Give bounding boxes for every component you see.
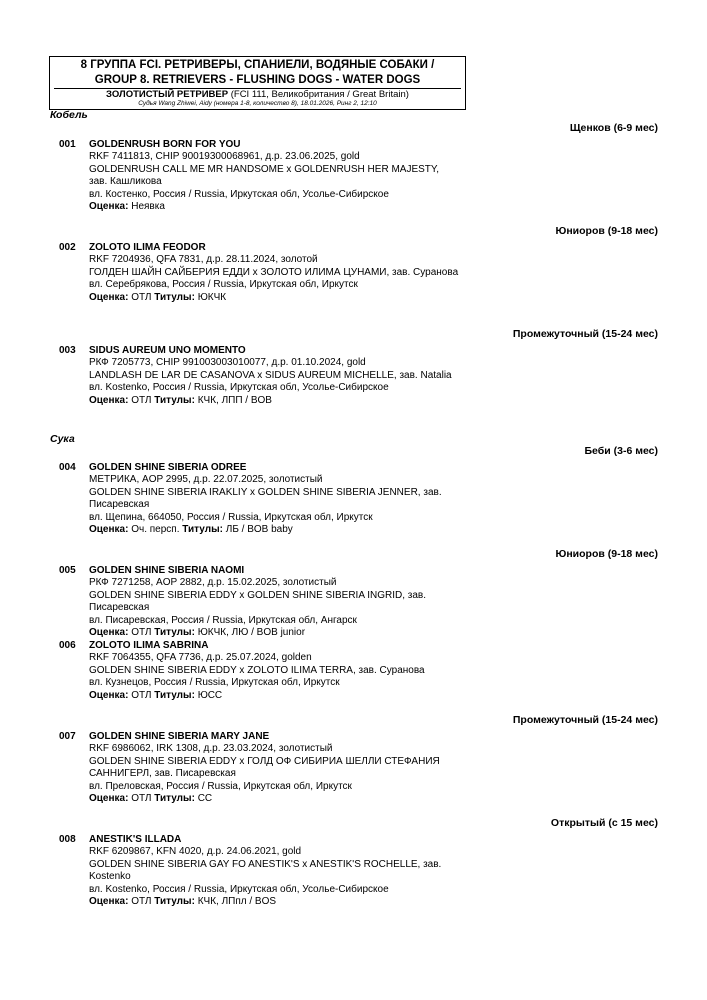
entry-number: 005 — [59, 565, 76, 576]
registration-line: RKF 6986062, IRK 1308, д.р. 23.03.2024, золотистый — [89, 743, 333, 755]
group-title-ru: 8 ГРУППА FCI. РЕТРИВЕРЫ, СПАНИЕЛИ, ВОДЯНЫЕ СОБАКИ / — [80, 59, 435, 71]
pedigree-line: GOLDEN SHINE SIBERIA EDDY x ГОЛД ОФ СИБИРИА ШЕЛЛИ СТЕФАНИЯ САННИГЕРЛ, зав. Писаревская — [89, 755, 440, 780]
dog-name: GOLDEN SHINE SIBERIA MARY JANE — [89, 731, 270, 742]
owner-line: вл. Кузнецов, Россия / Russia, Иркутская обл, Иркутск — [89, 677, 340, 689]
dog-name: GOLDEN SHINE SIBERIA NAOMI — [89, 565, 245, 576]
grade-value: Неявка — [131, 201, 165, 213]
titles-label: Титулы: — [154, 291, 195, 303]
titles-label: Титулы: — [182, 524, 223, 536]
entry-number: 004 — [59, 462, 76, 473]
class-heading: Беби (3-6 мес) — [584, 445, 658, 457]
owner-line: вл. Костенко, Россия / Russia, Иркутская обл, Усолье-Сибирское — [89, 188, 389, 200]
section-male: Кобель — [50, 109, 88, 121]
grade-value: ОТЛ — [131, 291, 152, 303]
grade-label: Оценка: — [89, 291, 129, 303]
pedigree-line: GOLDEN SHINE SIBERIA EDDY x GOLDEN SHINE SIBERIA INGRID, зав. Писаревская — [89, 589, 427, 614]
class-heading: Промежуточный (15-24 мес) — [512, 328, 658, 340]
grade-label: Оценка: — [89, 896, 129, 908]
section-female: Сука — [50, 433, 75, 445]
grade-label: Оценка: — [89, 394, 129, 406]
grade-label: Оценка: — [89, 524, 129, 536]
titles-label: Титулы: — [154, 793, 195, 805]
group-title-en: GROUP 8. RETRIEVERS - FLUSHING DOGS - WATER DOGS — [94, 74, 421, 86]
result-line — [89, 292, 459, 304]
result-line — [89, 395, 459, 407]
owner-line: вл. Kostenko, Россия / Russia, Иркутская обл, Усолье-Сибирское — [89, 382, 389, 394]
titles-label: Титулы: — [154, 896, 195, 908]
grade-label: Оценка: — [89, 793, 129, 805]
entry — [59, 242, 459, 304]
owner-line: вл. Писаревская, Россия / Russia, Иркутская обл, Ангарск — [89, 614, 357, 626]
owner-line: вл. Серебрякова, Россия / Russia, Иркутская обл, Иркутск — [89, 279, 358, 291]
class-heading: Щенков (6-9 мес) — [569, 122, 658, 134]
entry-number: 001 — [59, 139, 76, 150]
dog-name: ZOLOTO ILIMA SABRINA — [89, 640, 209, 651]
titles-value: КЧК, ЛПпл / BOS — [197, 896, 277, 908]
result-line — [89, 627, 459, 639]
entry — [59, 139, 459, 213]
entry-number: 003 — [59, 345, 76, 356]
titles-value: ЮКЧК — [197, 291, 227, 303]
owner-line: вл. Щепина, 664050, Россия / Russia, Иркутская обл, Иркутск — [89, 511, 373, 523]
titles-value: КЧК, ЛПП / BOB — [197, 394, 272, 406]
class-heading: Открытый (с 15 мес) — [550, 817, 658, 829]
dog-name: ANESTIK'S ILLADA — [89, 834, 182, 845]
pedigree-line: GOLDEN SHINE SIBERIA EDDY x ZOLOTO ILIMA TERRA, зав. Суранова — [89, 664, 425, 676]
registration-line: RKF 7204936, QFA 7831, д.р. 28.11.2024, золотой — [89, 254, 318, 266]
entry — [59, 565, 459, 639]
grade-value: ОТЛ — [131, 627, 152, 639]
breed-info: (FCI 111, Великобритания / Great Britain) — [230, 89, 409, 100]
registration-line: РКФ 7271258, AOP 2882, д.р. 15.02.2025, золотистый — [89, 577, 337, 589]
pedigree-line: ГОЛДЕН ШАЙН САЙБЕРИЯ ЕДДИ x ЗОЛОТО ИЛИМА ЦУНАМИ, зав. Суранова — [89, 266, 459, 278]
result-line — [89, 690, 459, 702]
grade-label: Оценка: — [89, 201, 129, 213]
titles-label: Титулы: — [154, 627, 195, 639]
entry — [59, 462, 459, 536]
registration-line: RKF 7411813, CHIP 90019300068961, д.р. 23.06.2025, gold — [89, 151, 360, 163]
entry-number: 002 — [59, 242, 76, 253]
result-line — [89, 201, 459, 213]
breed-line — [54, 89, 461, 100]
registration-line: МЕТРИКА, AOP 2995, д.р. 22.07.2025, золотистый — [89, 474, 323, 486]
titles-label: Титулы: — [154, 394, 195, 406]
registration-line: РКФ 7205773, CHIP 991003003010077, д.р. 01.10.2024, gold — [89, 357, 366, 369]
grade-label: Оценка: — [89, 627, 129, 639]
dog-name: GOLDENRUSH BORN FOR YOU — [89, 139, 241, 150]
titles-value: ЮКЧК, ЛЮ / BOB junior — [197, 627, 306, 639]
entry-number: 007 — [59, 731, 76, 742]
dog-name: GOLDEN SHINE SIBERIA ODREE — [89, 462, 247, 473]
entry — [59, 640, 459, 702]
owner-line: вл. Преловская, Россия / Russia, Иркутская обл, Иркутск — [89, 780, 352, 792]
judge-line: Судья Wang Zhiwei, Aidy (номера 1-8, количество 8), 18.01.2026, Ринг 2, 12:10 — [138, 100, 377, 107]
grade-value: ОТЛ — [131, 896, 152, 908]
registration-line: RKF 7064355, QFA 7736, д.р. 25.07.2024, golden — [89, 652, 312, 664]
result-line — [89, 896, 459, 908]
entry-number: 008 — [59, 834, 76, 845]
pedigree-line: LANDLASH DE LAR DE CASANOVA x SIDUS AUREUM MICHELLE, зав. Natalia — [89, 369, 452, 381]
grade-label: Оценка: — [89, 689, 129, 701]
grade-value: ОТЛ — [131, 394, 152, 406]
breed-name: ЗОЛОТИСТЫЙ РЕТРИВЕР — [106, 89, 229, 100]
entry — [59, 345, 459, 407]
pedigree-line: GOLDENRUSH CALL ME MR HANDSOME x GOLDENRUSH HER MAJESTY, зав. Кашликова — [89, 163, 440, 188]
dog-name: SIDUS AUREUM UNO MOMENTO — [89, 345, 246, 356]
titles-value: ЮСС — [197, 689, 223, 701]
class-heading: Юниоров (9-18 мес) — [555, 548, 658, 560]
entry — [59, 834, 459, 908]
grade-value: Оч. персп. — [131, 524, 180, 536]
pedigree-line: GOLDEN SHINE SIBERIA GAY FO ANESTIK'S x ANESTIK'S ROCHELLE, зав. Kostenko — [89, 858, 442, 883]
grade-value: ОТЛ — [131, 689, 152, 701]
grade-value: ОТЛ — [131, 793, 152, 805]
entry-number: 006 — [59, 640, 76, 651]
result-line — [89, 524, 459, 536]
class-heading: Юниоров (9-18 мес) — [555, 225, 658, 237]
owner-line: вл. Kostenko, Россия / Russia, Иркутская обл, Усолье-Сибирское — [89, 883, 389, 895]
entry — [59, 731, 459, 805]
class-heading: Промежуточный (15-24 мес) — [512, 714, 658, 726]
breed-block — [54, 88, 461, 109]
catalog-header — [49, 56, 466, 110]
titles-value: ЛБ / BOB baby — [225, 524, 293, 536]
result-line — [89, 793, 459, 805]
titles-value: СС — [197, 793, 213, 805]
dog-name: ZOLOTO ILIMA FEODOR — [89, 242, 206, 253]
pedigree-line: GOLDEN SHINE SIBERIA IRAKLIY x GOLDEN SHINE SIBERIA JENNER, зав. Писаревская — [89, 486, 442, 511]
registration-line: RKF 6209867, KFN 4020, д.р. 24.06.2021, gold — [89, 846, 302, 858]
titles-label: Титулы: — [154, 689, 195, 701]
